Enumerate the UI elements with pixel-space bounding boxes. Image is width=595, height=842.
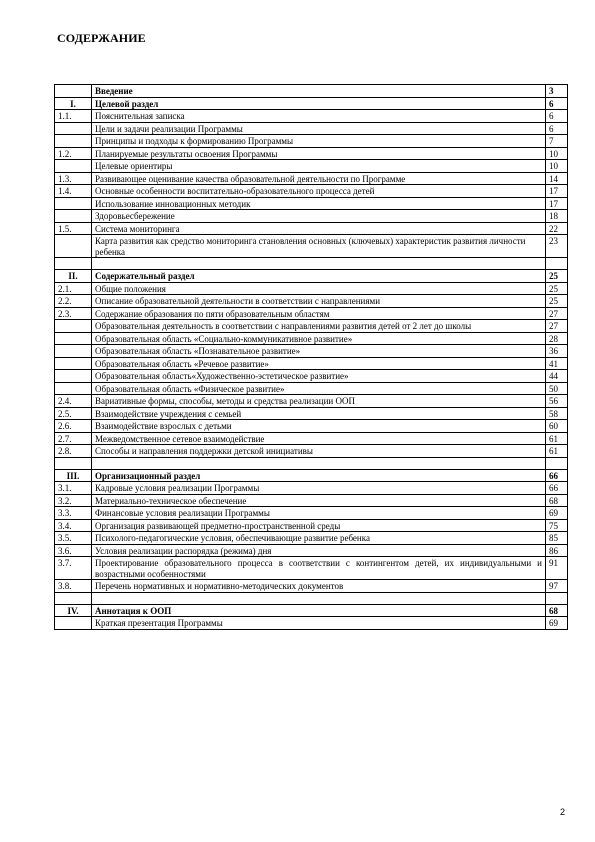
toc-title: Использование инновационных методик xyxy=(92,197,546,210)
toc-title: Краткая презентация Программы xyxy=(92,617,546,630)
toc-page: 17 xyxy=(546,185,568,198)
toc-row xyxy=(55,307,568,320)
toc-number: 3.4. xyxy=(55,519,92,532)
toc-row xyxy=(55,332,568,345)
toc-row xyxy=(55,320,568,333)
toc-page: 6 xyxy=(546,97,568,110)
toc-number: 1.2. xyxy=(55,147,92,160)
toc-page: 27 xyxy=(546,320,568,333)
toc-page: 86 xyxy=(546,544,568,557)
toc-row xyxy=(55,519,568,532)
toc-page: 41 xyxy=(546,357,568,370)
toc-page: 91 xyxy=(546,557,568,580)
toc-row xyxy=(55,445,568,458)
toc-number: I. xyxy=(55,97,92,110)
toc-page: 66 xyxy=(546,482,568,495)
toc-title: Условия реализации распорядка (режима) дня xyxy=(92,544,546,557)
toc-number: 2.3. xyxy=(55,307,92,320)
toc-title: Содержание образования по пяти образовательным областям xyxy=(92,307,546,320)
toc-row xyxy=(55,222,568,235)
toc-page: 25 xyxy=(546,282,568,295)
toc-row xyxy=(55,604,568,617)
toc-page: 25 xyxy=(546,270,568,283)
toc-page xyxy=(546,258,568,270)
toc-row xyxy=(55,370,568,383)
toc-title: Образовательная область «Социально-коммуникативное развитие» xyxy=(92,332,546,345)
toc-title: Пояснительная записка xyxy=(92,110,546,123)
toc-row xyxy=(55,544,568,557)
toc-row xyxy=(55,345,568,358)
toc-number: 3.8. xyxy=(55,580,92,593)
toc-row xyxy=(55,172,568,185)
toc-number: 2.5. xyxy=(55,407,92,420)
toc-title: Основные особенности воспитательно-образовательного процесса детей xyxy=(92,185,546,198)
toc-title: Взаимодействие учреждения с семьей xyxy=(92,407,546,420)
toc-row xyxy=(55,494,568,507)
toc-page: 25 xyxy=(546,295,568,308)
toc-number xyxy=(55,345,92,358)
toc-number: 3.3. xyxy=(55,507,92,520)
toc-row xyxy=(55,382,568,395)
toc-row xyxy=(55,122,568,135)
toc-title: Система мониторинга xyxy=(92,222,546,235)
toc-title: Финансовые условия реализации Программы xyxy=(92,507,546,520)
toc-page: 61 xyxy=(546,432,568,445)
toc-number: II. xyxy=(55,270,92,283)
toc-number xyxy=(55,258,92,270)
toc-title: Взаимодействие взрослых с детьми xyxy=(92,420,546,433)
toc-number: 2.7. xyxy=(55,432,92,445)
toc-page: 68 xyxy=(546,604,568,617)
toc-title: Способы и направления поддержки детской инициативы xyxy=(92,445,546,458)
toc-number: 3.6. xyxy=(55,544,92,557)
toc-number xyxy=(55,320,92,333)
toc-title: Аннотация к ООП xyxy=(92,604,546,617)
toc-page: 58 xyxy=(546,407,568,420)
toc-title: Кадровые условия реализации Программы xyxy=(92,482,546,495)
toc-row xyxy=(55,147,568,160)
toc-number: 3.1. xyxy=(55,482,92,495)
toc-page: 3 xyxy=(546,85,568,98)
toc-number xyxy=(55,357,92,370)
toc-number: IV. xyxy=(55,604,92,617)
toc-page: 69 xyxy=(546,507,568,520)
toc-page: 97 xyxy=(546,580,568,593)
page-title: СОДЕРЖАНИЕ xyxy=(57,31,146,45)
toc-page: 22 xyxy=(546,222,568,235)
toc-spacer-row xyxy=(55,258,568,270)
toc-number xyxy=(55,122,92,135)
toc-title xyxy=(92,258,546,270)
toc-page: 14 xyxy=(546,172,568,185)
toc-page: 23 xyxy=(546,235,568,258)
toc-number: 1.4. xyxy=(55,185,92,198)
toc-row xyxy=(55,197,568,210)
toc-number xyxy=(55,617,92,630)
toc-row xyxy=(55,85,568,98)
toc-title: Организационный раздел xyxy=(92,469,546,482)
toc-title: Образовательная область «Речевое развитие» xyxy=(92,357,546,370)
toc-body xyxy=(55,85,568,630)
toc-title: Проектирование образовательного процесса в соответствии с контингентом детей, их индивидуальными и возрастными особенностями xyxy=(92,557,546,580)
toc-number: 2.1. xyxy=(55,282,92,295)
toc-row xyxy=(55,532,568,545)
toc-number xyxy=(55,592,92,604)
toc-number xyxy=(55,85,92,98)
toc-number: 1.1. xyxy=(55,110,92,123)
toc-page: 50 xyxy=(546,382,568,395)
toc-title: Содержательный раздел xyxy=(92,270,546,283)
toc-row xyxy=(55,407,568,420)
toc-page xyxy=(546,592,568,604)
toc-page: 18 xyxy=(546,210,568,223)
toc-title: Общие положения xyxy=(92,282,546,295)
toc-page xyxy=(546,457,568,469)
toc-page: 27 xyxy=(546,307,568,320)
toc-number xyxy=(55,370,92,383)
toc-number: 2.2. xyxy=(55,295,92,308)
toc-title: Введение xyxy=(92,85,546,98)
toc-title: Принципы и подходы к формированию Программы xyxy=(92,135,546,148)
toc-number: 1.3. xyxy=(55,172,92,185)
toc-number xyxy=(55,135,92,148)
toc-row xyxy=(55,617,568,630)
toc-page: 60 xyxy=(546,420,568,433)
toc-page: 36 xyxy=(546,345,568,358)
toc-page: 85 xyxy=(546,532,568,545)
toc-row xyxy=(55,357,568,370)
toc-page: 10 xyxy=(546,160,568,173)
toc-number: 1.5. xyxy=(55,222,92,235)
toc-row xyxy=(55,235,568,258)
toc-row xyxy=(55,282,568,295)
toc-title: Вариативные формы, способы, методы и средства реализации ООП xyxy=(92,395,546,408)
toc-page: 28 xyxy=(546,332,568,345)
toc-title: Целевые ориентиры xyxy=(92,160,546,173)
table-of-contents xyxy=(54,84,568,630)
toc-page: 56 xyxy=(546,395,568,408)
toc-number: 2.6. xyxy=(55,420,92,433)
toc-number: 2.4. xyxy=(55,395,92,408)
toc-title: Образовательная область «Познавательное развитие» xyxy=(92,345,546,358)
toc-row xyxy=(55,420,568,433)
toc-title: Образовательная область«Художественно-эстетическое развитие» xyxy=(92,370,546,383)
toc-title xyxy=(92,457,546,469)
toc-page: 61 xyxy=(546,445,568,458)
toc-row xyxy=(55,295,568,308)
toc-row xyxy=(55,135,568,148)
toc-number: III. xyxy=(55,469,92,482)
toc-page: 17 xyxy=(546,197,568,210)
toc-row xyxy=(55,270,568,283)
toc-number xyxy=(55,160,92,173)
toc-page: 6 xyxy=(546,110,568,123)
toc-title: Перечень нормативных и нормативно-методических документов xyxy=(92,580,546,593)
toc-row xyxy=(55,580,568,593)
toc-row xyxy=(55,110,568,123)
toc-page: 6 xyxy=(546,122,568,135)
toc-row xyxy=(55,210,568,223)
toc-page: 75 xyxy=(546,519,568,532)
toc-number: 3.5. xyxy=(55,532,92,545)
toc-number xyxy=(55,382,92,395)
toc-row xyxy=(55,469,568,482)
toc-page: 68 xyxy=(546,494,568,507)
toc-row xyxy=(55,432,568,445)
toc-title: Целевой раздел xyxy=(92,97,546,110)
toc-title: Описание образовательной деятельности в соответствии с направлениями xyxy=(92,295,546,308)
toc-row xyxy=(55,185,568,198)
toc-number xyxy=(55,332,92,345)
page-number: 2 xyxy=(560,807,566,817)
toc-number: 3.7. xyxy=(55,557,92,580)
toc-title: Планируемые результаты освоения Программы xyxy=(92,147,546,160)
toc-title: Организация развивающей предметно-пространственной среды xyxy=(92,519,546,532)
toc-title: Психолого-педагогические условия, обеспечивающие развитие ребенка xyxy=(92,532,546,545)
toc-title: Образовательная деятельность в соответствии с направлениями развития детей от 2 лет до школы xyxy=(92,320,546,333)
toc-row xyxy=(55,97,568,110)
toc-title: Цели и задачи реализации Программы xyxy=(92,122,546,135)
toc-number xyxy=(55,235,92,258)
toc-spacer-row xyxy=(55,592,568,604)
toc-number xyxy=(55,457,92,469)
toc-row xyxy=(55,395,568,408)
toc-number: 3.2. xyxy=(55,494,92,507)
toc-title: Образовательная область «Физическое развитие» xyxy=(92,382,546,395)
toc-title: Материально-техническое обеспечение xyxy=(92,494,546,507)
toc-page: 10 xyxy=(546,147,568,160)
toc-page: 69 xyxy=(546,617,568,630)
toc-title: Межведомственное сетевое взаимодействие xyxy=(92,432,546,445)
toc-number xyxy=(55,210,92,223)
toc-title xyxy=(92,592,546,604)
toc-row xyxy=(55,507,568,520)
toc-page: 7 xyxy=(546,135,568,148)
toc-number: 2.8. xyxy=(55,445,92,458)
toc-page: 44 xyxy=(546,370,568,383)
toc-title: Здоровьесбережение xyxy=(92,210,546,223)
toc-row xyxy=(55,557,568,580)
toc-page: 66 xyxy=(546,469,568,482)
toc-number xyxy=(55,197,92,210)
toc-row xyxy=(55,160,568,173)
toc-row xyxy=(55,482,568,495)
toc-title: Карта развития как средство мониторинга становления основных (ключевых) характеристик развития личности ребенка xyxy=(92,235,546,258)
toc-title: Развивающее оценивание качества образовательной деятельности по Программе xyxy=(92,172,546,185)
toc-spacer-row xyxy=(55,457,568,469)
